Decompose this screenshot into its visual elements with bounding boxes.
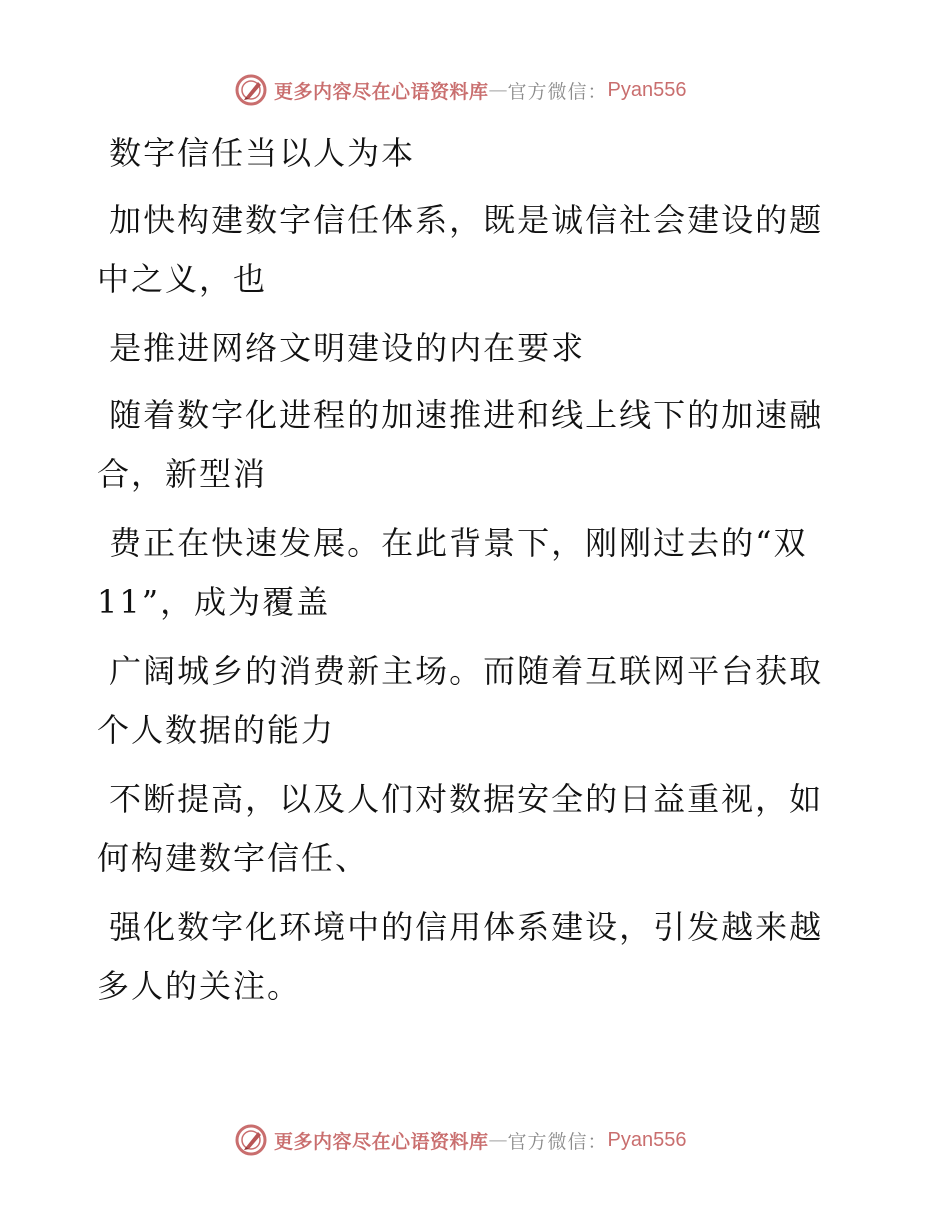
watermark-official-label: 官方微信： <box>507 80 608 103</box>
pen-logo-icon <box>234 1123 268 1157</box>
header-watermark <box>234 72 687 108</box>
paragraph: 强化数字化环境中的信用体系建设，引发越来越多人的关注。 <box>97 908 824 1005</box>
watermark-official-label: 官方微信： <box>507 1130 608 1153</box>
watermark-brand: 更多内容尽在心语资料库 <box>274 80 489 103</box>
watermark-dash: — <box>488 79 508 101</box>
footer-watermark <box>234 1122 687 1158</box>
paragraph: 广阔城乡的消费新主场。而随着互联网平台获取个人数据的能力 <box>97 652 824 749</box>
watermark-dash: — <box>488 1129 508 1151</box>
paragraph: 加快构建数字信任体系，既是诚信社会建设的题中之义，也 <box>97 201 824 298</box>
paragraph: 是推进网络文明建设的内在要求 <box>97 329 586 367</box>
paragraph: 不断提高，以及人们对数据安全的日益重视，如何构建数字信任、 <box>97 780 824 877</box>
document-title: 数字信任当以人为本 <box>97 134 416 172</box>
document-body <box>97 124 842 1026</box>
paragraph: 费正在快速发展。在此背景下，刚刚过去的“双 11”，成为覆盖 <box>97 524 820 621</box>
pen-logo-icon <box>234 73 268 107</box>
watermark-brand: 更多内容尽在心语资料库 <box>274 1130 489 1153</box>
watermark-wechat-id: Pyan556 <box>607 1128 687 1151</box>
paragraph: 随着数字化进程的加速推进和线上线下的加速融合，新型消 <box>97 396 824 493</box>
watermark-wechat-id: Pyan556 <box>607 78 687 101</box>
